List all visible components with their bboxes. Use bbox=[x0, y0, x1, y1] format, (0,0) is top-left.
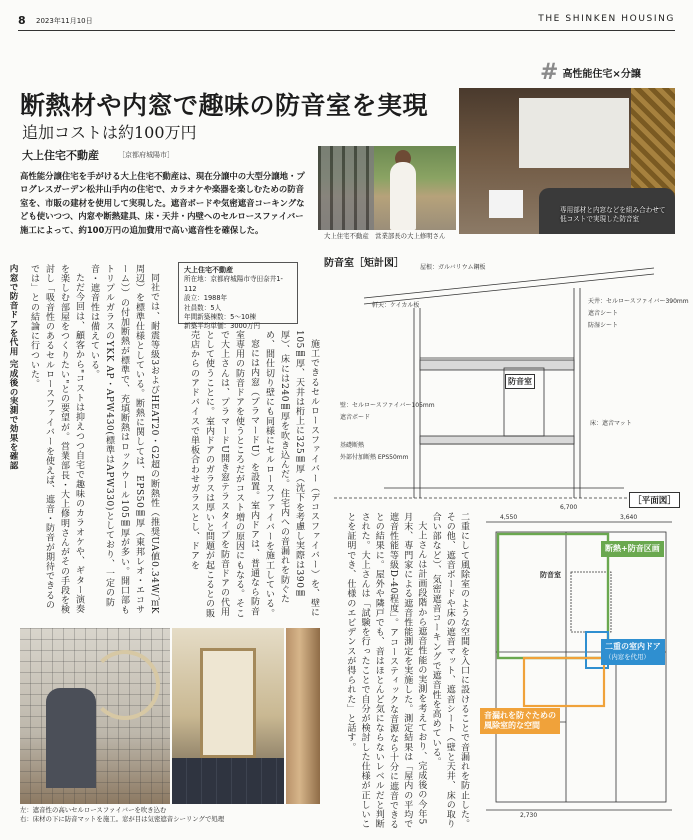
room-photo-caption: 専用部材と内窓などを組み合わせて低コストで実現した防音室 bbox=[560, 206, 666, 223]
category-label: 高性能住宅×分譲 bbox=[562, 68, 641, 80]
callout-double-door-sub: （内窓を代用） bbox=[605, 653, 650, 661]
door-shape bbox=[200, 648, 256, 758]
projector-screen-shape bbox=[519, 98, 629, 168]
drawing-note: 遮音シート bbox=[588, 310, 619, 317]
floor-mat-shape bbox=[172, 758, 284, 804]
company-info-box bbox=[178, 262, 298, 331]
hose-shape bbox=[90, 650, 160, 720]
info-annual-builds: 年間新築棟数：5～10棟 bbox=[184, 313, 256, 322]
publication-name: THE SHINKEN HOUSING bbox=[538, 14, 675, 24]
person-photo-caption: 大上住宅不動産 営業部長の大上修明さん bbox=[324, 232, 446, 240]
hash-icon: # bbox=[540, 59, 559, 85]
section-drawing bbox=[324, 248, 676, 510]
header-rule bbox=[18, 30, 675, 31]
drawing-note: 屋根：ガルバリウム鋼板 bbox=[420, 264, 486, 271]
info-company-name: 大上住宅不動産 bbox=[184, 266, 233, 274]
body-paragraph: 施工できるセルロースファイバー（デコスファイバー）を、壁に105㎜厚、天井は桁上に325㎜厚（沈下を考慮し実際は390㎜厚）、床には240㎜厚を吹き込んだ。住宅内への音漏れを防ぐため、間仕切り壁にも同様にセルロースファイバーを施工している。 bbox=[264, 330, 319, 618]
category-tag bbox=[540, 61, 641, 83]
photo-floor-mat bbox=[172, 628, 284, 804]
plan-room-label: 防音室 bbox=[540, 571, 561, 579]
article-title: 断熱材や内窓で趣味の防音室を実現 bbox=[20, 91, 429, 120]
body-paragraph: 同社では、耐震等級3およびHEAT20・G2超の断熱性（推奨UA値0.34W/㎡K周辺）を標準仕様としている。断熱に関しては、EPS50㎜厚（東邦レオ・エコサーム））の付加断熱が標準で、充填断熱はロックウール105㎜厚が多い。開口部もトリプルガラスのYKK AP・APW430(標準はAPW330)としており、一定の防音・遮音性は備えている。 bbox=[89, 264, 159, 615]
work-caption-left: 左：遮音性の高いセルロースファイバーを吹き込む bbox=[20, 806, 167, 814]
drawing-room-label: 防音室 bbox=[505, 374, 535, 389]
drawing-note: 軒天：ケイカル板 bbox=[372, 302, 420, 309]
scaffold-shape bbox=[318, 146, 374, 230]
plan-dimension: 4,550 bbox=[500, 514, 518, 521]
company-location: ［京都府城陽市］ bbox=[118, 151, 174, 159]
photo-wood-frame bbox=[286, 628, 320, 804]
body-paragraph: 大上さんは計画段階から遮音性能の実測を考えており、完成後の今年5月末、専門家による遮音性能測定を実施した。測定結果は「屋内の平均で遮音性能等級D-40程度」。アコースティックな音源なら十分に遮音できるとの結果に。屋外や隣戸でも、音はほとんど気にならないレベルだと判断された。大上さんは「試験を行ったことで自分が検討した仕様が正しいことを証明でき、仕様のエビデンスが得られた」と話す。 bbox=[345, 512, 427, 830]
info-staff: 社員数：5人 bbox=[184, 303, 222, 312]
callout-double-door-title: 二重の室内ドア bbox=[605, 642, 661, 651]
drawing-note: 遮音ボード bbox=[340, 414, 371, 421]
plan-dimension: 2,730 bbox=[520, 812, 538, 819]
drawing-note: 床：遮音マット bbox=[590, 420, 632, 427]
table-shape bbox=[489, 190, 523, 218]
section-heading: 内窓で防音ドアを代用 完成後の実測で効果を確認 bbox=[8, 264, 18, 470]
plan-dimension: 3,640 bbox=[620, 514, 638, 521]
body-paragraph: 窓には内窓（プラマードU）を設置。室内ドアは、普通なら防音室専用の防音ドアを使うところだがコスト増の原因にもなる。そこで大上さんは、プラマードU開き窓テラスタイプを防音ドアの代用として使うことに。室内ドアのガラスは厚いと問題が起こるとの販売店からのアドバイスで単板合わせガラスとし、ドアを bbox=[189, 330, 259, 618]
body-paragraph: 二重にして風除室のような空間を入口に設けることで音漏れを防止した。その他、遮音ボードや床の遮音マット、遮音シート（壁と天井、床の取り合い部など）、気密遮音コーキングで遮音性を高めている。 bbox=[430, 512, 469, 829]
info-address: 所在地：京都府城陽市寺田奈井1-112 bbox=[184, 275, 283, 293]
drawing-note: 壁：セルロースファイバー105mm bbox=[340, 402, 435, 409]
page-number: 8 bbox=[18, 14, 26, 27]
drawing-note: 外部付加断熱 EPS50mm bbox=[340, 454, 409, 461]
photo-cellulose-blowing bbox=[20, 628, 170, 804]
issue-date: 2023年11月10日 bbox=[36, 17, 93, 25]
worker-shape bbox=[46, 688, 96, 788]
plan-drawing-label: ［平面図］ bbox=[629, 492, 680, 508]
info-average-price: 新築平均単価：3000万円 bbox=[184, 322, 261, 331]
section-drawing-label: 防音室［矩計図］ bbox=[324, 258, 404, 269]
body-column-2 bbox=[163, 330, 321, 618]
plan-dimension: 6,700 bbox=[560, 504, 578, 511]
drawing-note: 天井：セルロースファイバー390mm bbox=[588, 298, 689, 305]
photo-sales-manager bbox=[318, 146, 456, 230]
work-photo-captions bbox=[20, 806, 224, 824]
drawing-note: 基礎断熱 bbox=[340, 442, 365, 449]
work-caption-right: 右：床材の下に防音マットを施工。窓が目は気密遮音シーリングで処理 bbox=[20, 815, 225, 824]
body-paragraph: ただ今回は、顧客から"コストは抑えつつ自宅で趣味のカラオケや、ギター演奏を楽しむ部屋をつくりたい"との要望が。営業部長・大上修明さんがその手段を検討し「吸音性のあるセルロースファイバーを使えば、遮音・防音が期待できるのでは」との結論に行ついた。 bbox=[29, 264, 84, 615]
callout-double-door bbox=[601, 639, 665, 665]
lead-paragraph: 高性能分譲住宅を手がける大上住宅不動産は、現在分譲中の大型分譲地・プログレスガーデン松井山手内の住宅で、カラオケや楽器を楽しむための防音室を、市販の建材を使用して実現した。遮音ボードや気密遮音コーキングなども使いつつ、内窓や断熱建具、床・天井・内壁へのセルロースファイバー施工によって、約100万円の追加費用で高い遮音性を確保した。 bbox=[20, 171, 305, 235]
callout-insulation-zone: 断熱+防音区画 bbox=[601, 541, 664, 557]
company-name: 大上住宅不動産 bbox=[22, 149, 99, 162]
info-founded: 設立：1988年 bbox=[184, 294, 228, 303]
article-subtitle: 追加コストは約100万円 bbox=[22, 123, 197, 142]
callout-vestibule: 音漏れを防ぐための風除室的な空間 bbox=[480, 708, 560, 734]
person-body-shape bbox=[390, 162, 416, 230]
drawing-note: 防湿シート bbox=[588, 322, 619, 329]
body-column-1 bbox=[8, 264, 161, 618]
body-column-3 bbox=[323, 512, 471, 834]
